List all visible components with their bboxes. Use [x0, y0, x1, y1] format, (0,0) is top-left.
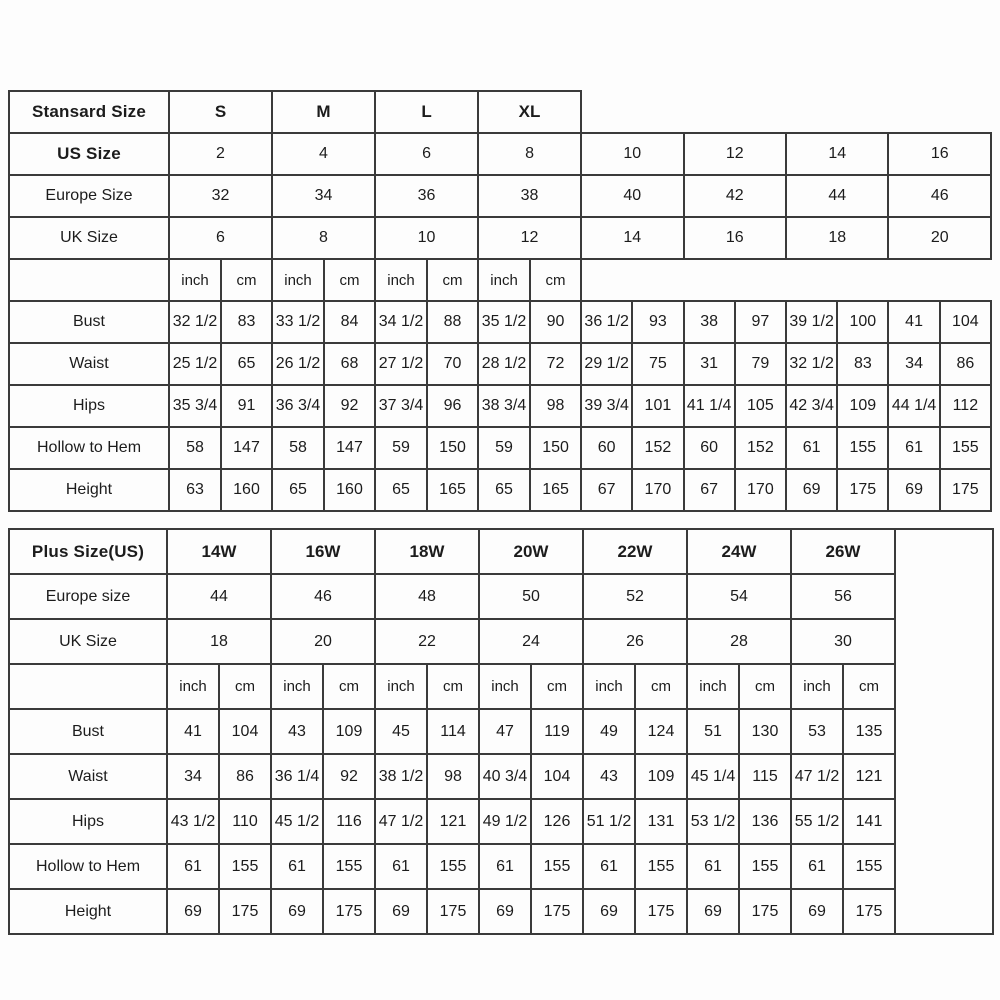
measure-value-cell: 175 — [531, 889, 583, 934]
size-value-cell: 32 — [169, 175, 272, 217]
unit-cm-label: cm — [219, 664, 271, 709]
measure-value-cell: 65 — [221, 343, 272, 385]
empty-right-column — [895, 529, 993, 934]
table-row — [9, 343, 991, 385]
measure-value-cell: 141 — [843, 799, 895, 844]
measure-value-cell: 60 — [684, 427, 735, 469]
measure-value-cell: 155 — [635, 844, 687, 889]
measure-value-cell: 150 — [530, 427, 581, 469]
measure-value-cell: 67 — [684, 469, 735, 511]
unit-cm-label: cm — [221, 259, 272, 301]
size-value-cell: 46 — [271, 574, 375, 619]
unit-row-spacer-cell — [9, 259, 169, 301]
measure-value-cell: 175 — [219, 889, 271, 934]
measure-value-cell: 32 1/2 — [786, 343, 837, 385]
row-label: Height — [9, 469, 169, 511]
size-group-header: 18W — [375, 529, 479, 574]
table-row — [9, 175, 991, 217]
measure-value-cell: 101 — [632, 385, 683, 427]
measure-value-cell: 155 — [739, 844, 791, 889]
measure-value-cell: 70 — [427, 343, 478, 385]
measure-value-cell: 36 3/4 — [272, 385, 324, 427]
size-value-cell: 48 — [375, 574, 479, 619]
size-value-cell: 56 — [791, 574, 895, 619]
unit-cm-label: cm — [324, 259, 375, 301]
row-label: UK Size — [9, 217, 169, 259]
table-row — [9, 574, 993, 619]
table-row — [9, 427, 991, 469]
measure-value-cell: 155 — [940, 427, 991, 469]
measure-value-cell: 47 — [479, 709, 531, 754]
measure-value-cell: 136 — [739, 799, 791, 844]
unit-inch-label: inch — [375, 259, 427, 301]
measure-value-cell: 72 — [530, 343, 581, 385]
row-label: Hollow to Hem — [9, 844, 167, 889]
table-row — [9, 709, 993, 754]
measure-value-cell: 155 — [323, 844, 375, 889]
measure-value-cell: 47 1/2 — [375, 799, 427, 844]
measure-value-cell: 150 — [427, 427, 478, 469]
measure-value-cell: 69 — [583, 889, 635, 934]
measure-value-cell: 58 — [272, 427, 324, 469]
measure-value-cell: 165 — [427, 469, 478, 511]
measure-value-cell: 61 — [271, 844, 323, 889]
measure-value-cell: 69 — [888, 469, 939, 511]
measure-value-cell: 39 3/4 — [581, 385, 632, 427]
unit-inch-label: inch — [375, 664, 427, 709]
row-label: US Size — [9, 133, 169, 175]
measure-value-cell: 155 — [843, 844, 895, 889]
unit-cm-label: cm — [843, 664, 895, 709]
size-value-cell: 20 — [271, 619, 375, 664]
measure-value-cell: 88 — [427, 301, 478, 343]
measure-value-cell: 170 — [735, 469, 786, 511]
unit-cm-label: cm — [427, 259, 478, 301]
measure-value-cell: 45 1/2 — [271, 799, 323, 844]
size-value-cell: 54 — [687, 574, 791, 619]
measure-value-cell: 105 — [735, 385, 786, 427]
size-value-cell: 6 — [169, 217, 272, 259]
measure-value-cell: 175 — [427, 889, 479, 934]
measure-value-cell: 34 1/2 — [375, 301, 427, 343]
measure-value-cell: 112 — [940, 385, 991, 427]
unit-cm-label: cm — [739, 664, 791, 709]
measure-value-cell: 25 1/2 — [169, 343, 221, 385]
measure-value-cell: 53 1/2 — [687, 799, 739, 844]
measure-value-cell: 41 1/4 — [684, 385, 735, 427]
row-label: Bust — [9, 709, 167, 754]
measure-value-cell: 63 — [169, 469, 221, 511]
size-value-cell: 18 — [167, 619, 271, 664]
standard-size-table — [8, 90, 992, 512]
size-value-cell: 30 — [791, 619, 895, 664]
measure-value-cell: 41 — [888, 301, 939, 343]
measure-value-cell: 41 — [167, 709, 219, 754]
measure-value-cell: 152 — [735, 427, 786, 469]
table-row — [9, 301, 991, 343]
size-value-cell: 44 — [167, 574, 271, 619]
measure-value-cell: 29 1/2 — [581, 343, 632, 385]
size-group-header: 16W — [271, 529, 375, 574]
table-row — [9, 91, 991, 133]
measure-value-cell: 34 — [167, 754, 219, 799]
row-label: Waist — [9, 343, 169, 385]
measure-value-cell: 175 — [323, 889, 375, 934]
unit-inch-label: inch — [479, 664, 531, 709]
measure-value-cell: 65 — [478, 469, 530, 511]
measure-value-cell: 61 — [791, 844, 843, 889]
measure-value-cell: 170 — [632, 469, 683, 511]
size-value-cell: 4 — [272, 133, 375, 175]
unit-row-spacer-cell — [9, 664, 167, 709]
size-value-cell: 44 — [786, 175, 888, 217]
measure-value-cell: 79 — [735, 343, 786, 385]
measure-value-cell: 47 1/2 — [791, 754, 843, 799]
measure-value-cell: 160 — [221, 469, 272, 511]
size-value-cell: 16 — [684, 217, 786, 259]
table-row — [9, 133, 991, 175]
size-value-cell: 16 — [888, 133, 991, 175]
size-value-cell: 22 — [375, 619, 479, 664]
measure-value-cell: 26 1/2 — [272, 343, 324, 385]
unit-inch-label: inch — [687, 664, 739, 709]
measure-value-cell: 115 — [739, 754, 791, 799]
measure-value-cell: 61 — [687, 844, 739, 889]
table-row — [9, 217, 991, 259]
measure-value-cell: 42 3/4 — [786, 385, 837, 427]
measure-value-cell: 53 — [791, 709, 843, 754]
table-title-label: Stansard Size — [9, 91, 169, 133]
measure-value-cell: 116 — [323, 799, 375, 844]
size-value-cell: 14 — [786, 133, 888, 175]
measure-value-cell: 35 3/4 — [169, 385, 221, 427]
measure-value-cell: 175 — [837, 469, 888, 511]
measure-value-cell: 124 — [635, 709, 687, 754]
unit-inch-label: inch — [478, 259, 530, 301]
table-row — [9, 754, 993, 799]
size-value-cell: 12 — [478, 217, 581, 259]
measure-value-cell: 91 — [221, 385, 272, 427]
measure-value-cell: 121 — [427, 799, 479, 844]
measure-value-cell: 160 — [324, 469, 375, 511]
measure-value-cell: 86 — [219, 754, 271, 799]
measure-value-cell: 147 — [221, 427, 272, 469]
measure-value-cell: 43 — [583, 754, 635, 799]
measure-value-cell: 147 — [324, 427, 375, 469]
table-row — [9, 385, 991, 427]
size-value-cell: 50 — [479, 574, 583, 619]
row-label: Bust — [9, 301, 169, 343]
measure-value-cell: 44 1/4 — [888, 385, 939, 427]
plus-size-table — [8, 528, 994, 935]
measure-value-cell: 86 — [940, 343, 991, 385]
measure-value-cell: 59 — [375, 427, 427, 469]
measure-value-cell: 61 — [479, 844, 531, 889]
measure-value-cell: 38 1/2 — [375, 754, 427, 799]
measure-value-cell: 83 — [837, 343, 888, 385]
unit-inch-label: inch — [167, 664, 219, 709]
measure-value-cell: 98 — [427, 754, 479, 799]
measure-value-cell: 69 — [479, 889, 531, 934]
measure-value-cell: 40 3/4 — [479, 754, 531, 799]
measure-value-cell: 61 — [888, 427, 939, 469]
table-title-label: Plus Size(US) — [9, 529, 167, 574]
measure-value-cell: 31 — [684, 343, 735, 385]
measure-value-cell: 109 — [837, 385, 888, 427]
table-row — [9, 619, 993, 664]
measure-value-cell: 37 3/4 — [375, 385, 427, 427]
measure-value-cell: 100 — [837, 301, 888, 343]
measure-value-cell: 68 — [324, 343, 375, 385]
measure-value-cell: 130 — [739, 709, 791, 754]
unit-cm-label: cm — [427, 664, 479, 709]
measure-value-cell: 49 — [583, 709, 635, 754]
size-value-cell: 8 — [478, 133, 581, 175]
measure-value-cell: 119 — [531, 709, 583, 754]
measure-value-cell: 90 — [530, 301, 581, 343]
measure-value-cell: 83 — [221, 301, 272, 343]
size-group-header: S — [169, 91, 272, 133]
measure-value-cell: 135 — [843, 709, 895, 754]
measure-value-cell: 38 3/4 — [478, 385, 530, 427]
measure-value-cell: 32 1/2 — [169, 301, 221, 343]
size-value-cell: 26 — [583, 619, 687, 664]
size-value-cell: 14 — [581, 217, 683, 259]
measure-value-cell: 131 — [635, 799, 687, 844]
measure-value-cell: 45 — [375, 709, 427, 754]
unit-cm-label: cm — [530, 259, 581, 301]
measure-value-cell: 92 — [324, 385, 375, 427]
measure-value-cell: 109 — [635, 754, 687, 799]
row-label: Europe size — [9, 574, 167, 619]
size-group-header: M — [272, 91, 375, 133]
measure-value-cell: 39 1/2 — [786, 301, 837, 343]
measure-value-cell: 55 1/2 — [791, 799, 843, 844]
measure-value-cell: 60 — [581, 427, 632, 469]
measure-value-cell: 152 — [632, 427, 683, 469]
size-group-header: 14W — [167, 529, 271, 574]
measure-value-cell: 51 1/2 — [583, 799, 635, 844]
measure-value-cell: 84 — [324, 301, 375, 343]
unit-inch-label: inch — [583, 664, 635, 709]
measure-value-cell: 97 — [735, 301, 786, 343]
measure-value-cell: 75 — [632, 343, 683, 385]
size-value-cell: 38 — [478, 175, 581, 217]
measure-value-cell: 36 1/4 — [271, 754, 323, 799]
measure-value-cell: 61 — [375, 844, 427, 889]
size-value-cell: 24 — [479, 619, 583, 664]
measure-value-cell: 114 — [427, 709, 479, 754]
row-label: Hips — [9, 385, 169, 427]
measure-value-cell: 93 — [632, 301, 683, 343]
measure-value-cell: 43 1/2 — [167, 799, 219, 844]
measure-value-cell: 175 — [843, 889, 895, 934]
measure-value-cell: 96 — [427, 385, 478, 427]
measure-value-cell: 92 — [323, 754, 375, 799]
table-row — [9, 889, 993, 934]
measure-value-cell: 33 1/2 — [272, 301, 324, 343]
size-value-cell: 6 — [375, 133, 478, 175]
measure-value-cell: 110 — [219, 799, 271, 844]
size-value-cell: 8 — [272, 217, 375, 259]
unit-inch-label: inch — [791, 664, 843, 709]
table-row — [9, 529, 993, 574]
measure-value-cell: 61 — [583, 844, 635, 889]
row-label: UK Size — [9, 619, 167, 664]
size-value-cell: 10 — [581, 133, 683, 175]
measure-value-cell: 155 — [427, 844, 479, 889]
size-group-header: 20W — [479, 529, 583, 574]
measure-value-cell: 155 — [531, 844, 583, 889]
measure-value-cell: 34 — [888, 343, 939, 385]
size-group-header: L — [375, 91, 478, 133]
measure-value-cell: 175 — [635, 889, 687, 934]
measure-value-cell: 104 — [940, 301, 991, 343]
measure-value-cell: 38 — [684, 301, 735, 343]
measure-value-cell: 165 — [530, 469, 581, 511]
unit-inch-label: inch — [271, 664, 323, 709]
size-value-cell: 20 — [888, 217, 991, 259]
table-row — [9, 259, 991, 301]
measure-value-cell: 69 — [687, 889, 739, 934]
measure-value-cell: 65 — [272, 469, 324, 511]
unit-inch-label: inch — [169, 259, 221, 301]
measure-value-cell: 104 — [219, 709, 271, 754]
size-value-cell: 46 — [888, 175, 991, 217]
table-row — [9, 469, 991, 511]
measure-value-cell: 69 — [791, 889, 843, 934]
size-value-cell: 12 — [684, 133, 786, 175]
measure-value-cell: 175 — [739, 889, 791, 934]
row-label: Waist — [9, 754, 167, 799]
measure-value-cell: 126 — [531, 799, 583, 844]
table-row — [9, 844, 993, 889]
measure-value-cell: 69 — [167, 889, 219, 934]
measure-value-cell: 69 — [271, 889, 323, 934]
measure-value-cell: 61 — [786, 427, 837, 469]
measure-value-cell: 98 — [530, 385, 581, 427]
measure-value-cell: 69 — [375, 889, 427, 934]
measure-value-cell: 36 1/2 — [581, 301, 632, 343]
measure-value-cell: 109 — [323, 709, 375, 754]
size-value-cell: 18 — [786, 217, 888, 259]
row-label: Europe Size — [9, 175, 169, 217]
measure-value-cell: 121 — [843, 754, 895, 799]
unit-cm-label: cm — [323, 664, 375, 709]
measure-value-cell: 27 1/2 — [375, 343, 427, 385]
size-group-header: 22W — [583, 529, 687, 574]
size-group-header: 24W — [687, 529, 791, 574]
measure-value-cell: 65 — [375, 469, 427, 511]
row-label: Hips — [9, 799, 167, 844]
measure-value-cell: 175 — [940, 469, 991, 511]
measure-value-cell: 69 — [786, 469, 837, 511]
measure-value-cell: 28 1/2 — [478, 343, 530, 385]
size-value-cell: 34 — [272, 175, 375, 217]
size-value-cell: 36 — [375, 175, 478, 217]
measure-value-cell: 61 — [167, 844, 219, 889]
measure-value-cell: 51 — [687, 709, 739, 754]
size-value-cell: 52 — [583, 574, 687, 619]
measure-value-cell: 43 — [271, 709, 323, 754]
measure-value-cell: 45 1/4 — [687, 754, 739, 799]
unit-inch-label: inch — [272, 259, 324, 301]
measure-value-cell: 67 — [581, 469, 632, 511]
table-row — [9, 799, 993, 844]
size-value-cell: 28 — [687, 619, 791, 664]
unit-cm-label: cm — [531, 664, 583, 709]
measure-value-cell: 59 — [478, 427, 530, 469]
measure-value-cell: 155 — [219, 844, 271, 889]
size-value-cell: 2 — [169, 133, 272, 175]
measure-value-cell: 155 — [837, 427, 888, 469]
size-value-cell: 42 — [684, 175, 786, 217]
table-row — [9, 664, 993, 709]
size-group-header: XL — [478, 91, 581, 133]
measure-value-cell: 104 — [531, 754, 583, 799]
row-label: Hollow to Hem — [9, 427, 169, 469]
row-label: Height — [9, 889, 167, 934]
measure-value-cell: 58 — [169, 427, 221, 469]
size-group-header: 26W — [791, 529, 895, 574]
measure-value-cell: 49 1/2 — [479, 799, 531, 844]
size-value-cell: 40 — [581, 175, 683, 217]
size-value-cell: 10 — [375, 217, 478, 259]
unit-cm-label: cm — [635, 664, 687, 709]
measure-value-cell: 35 1/2 — [478, 301, 530, 343]
